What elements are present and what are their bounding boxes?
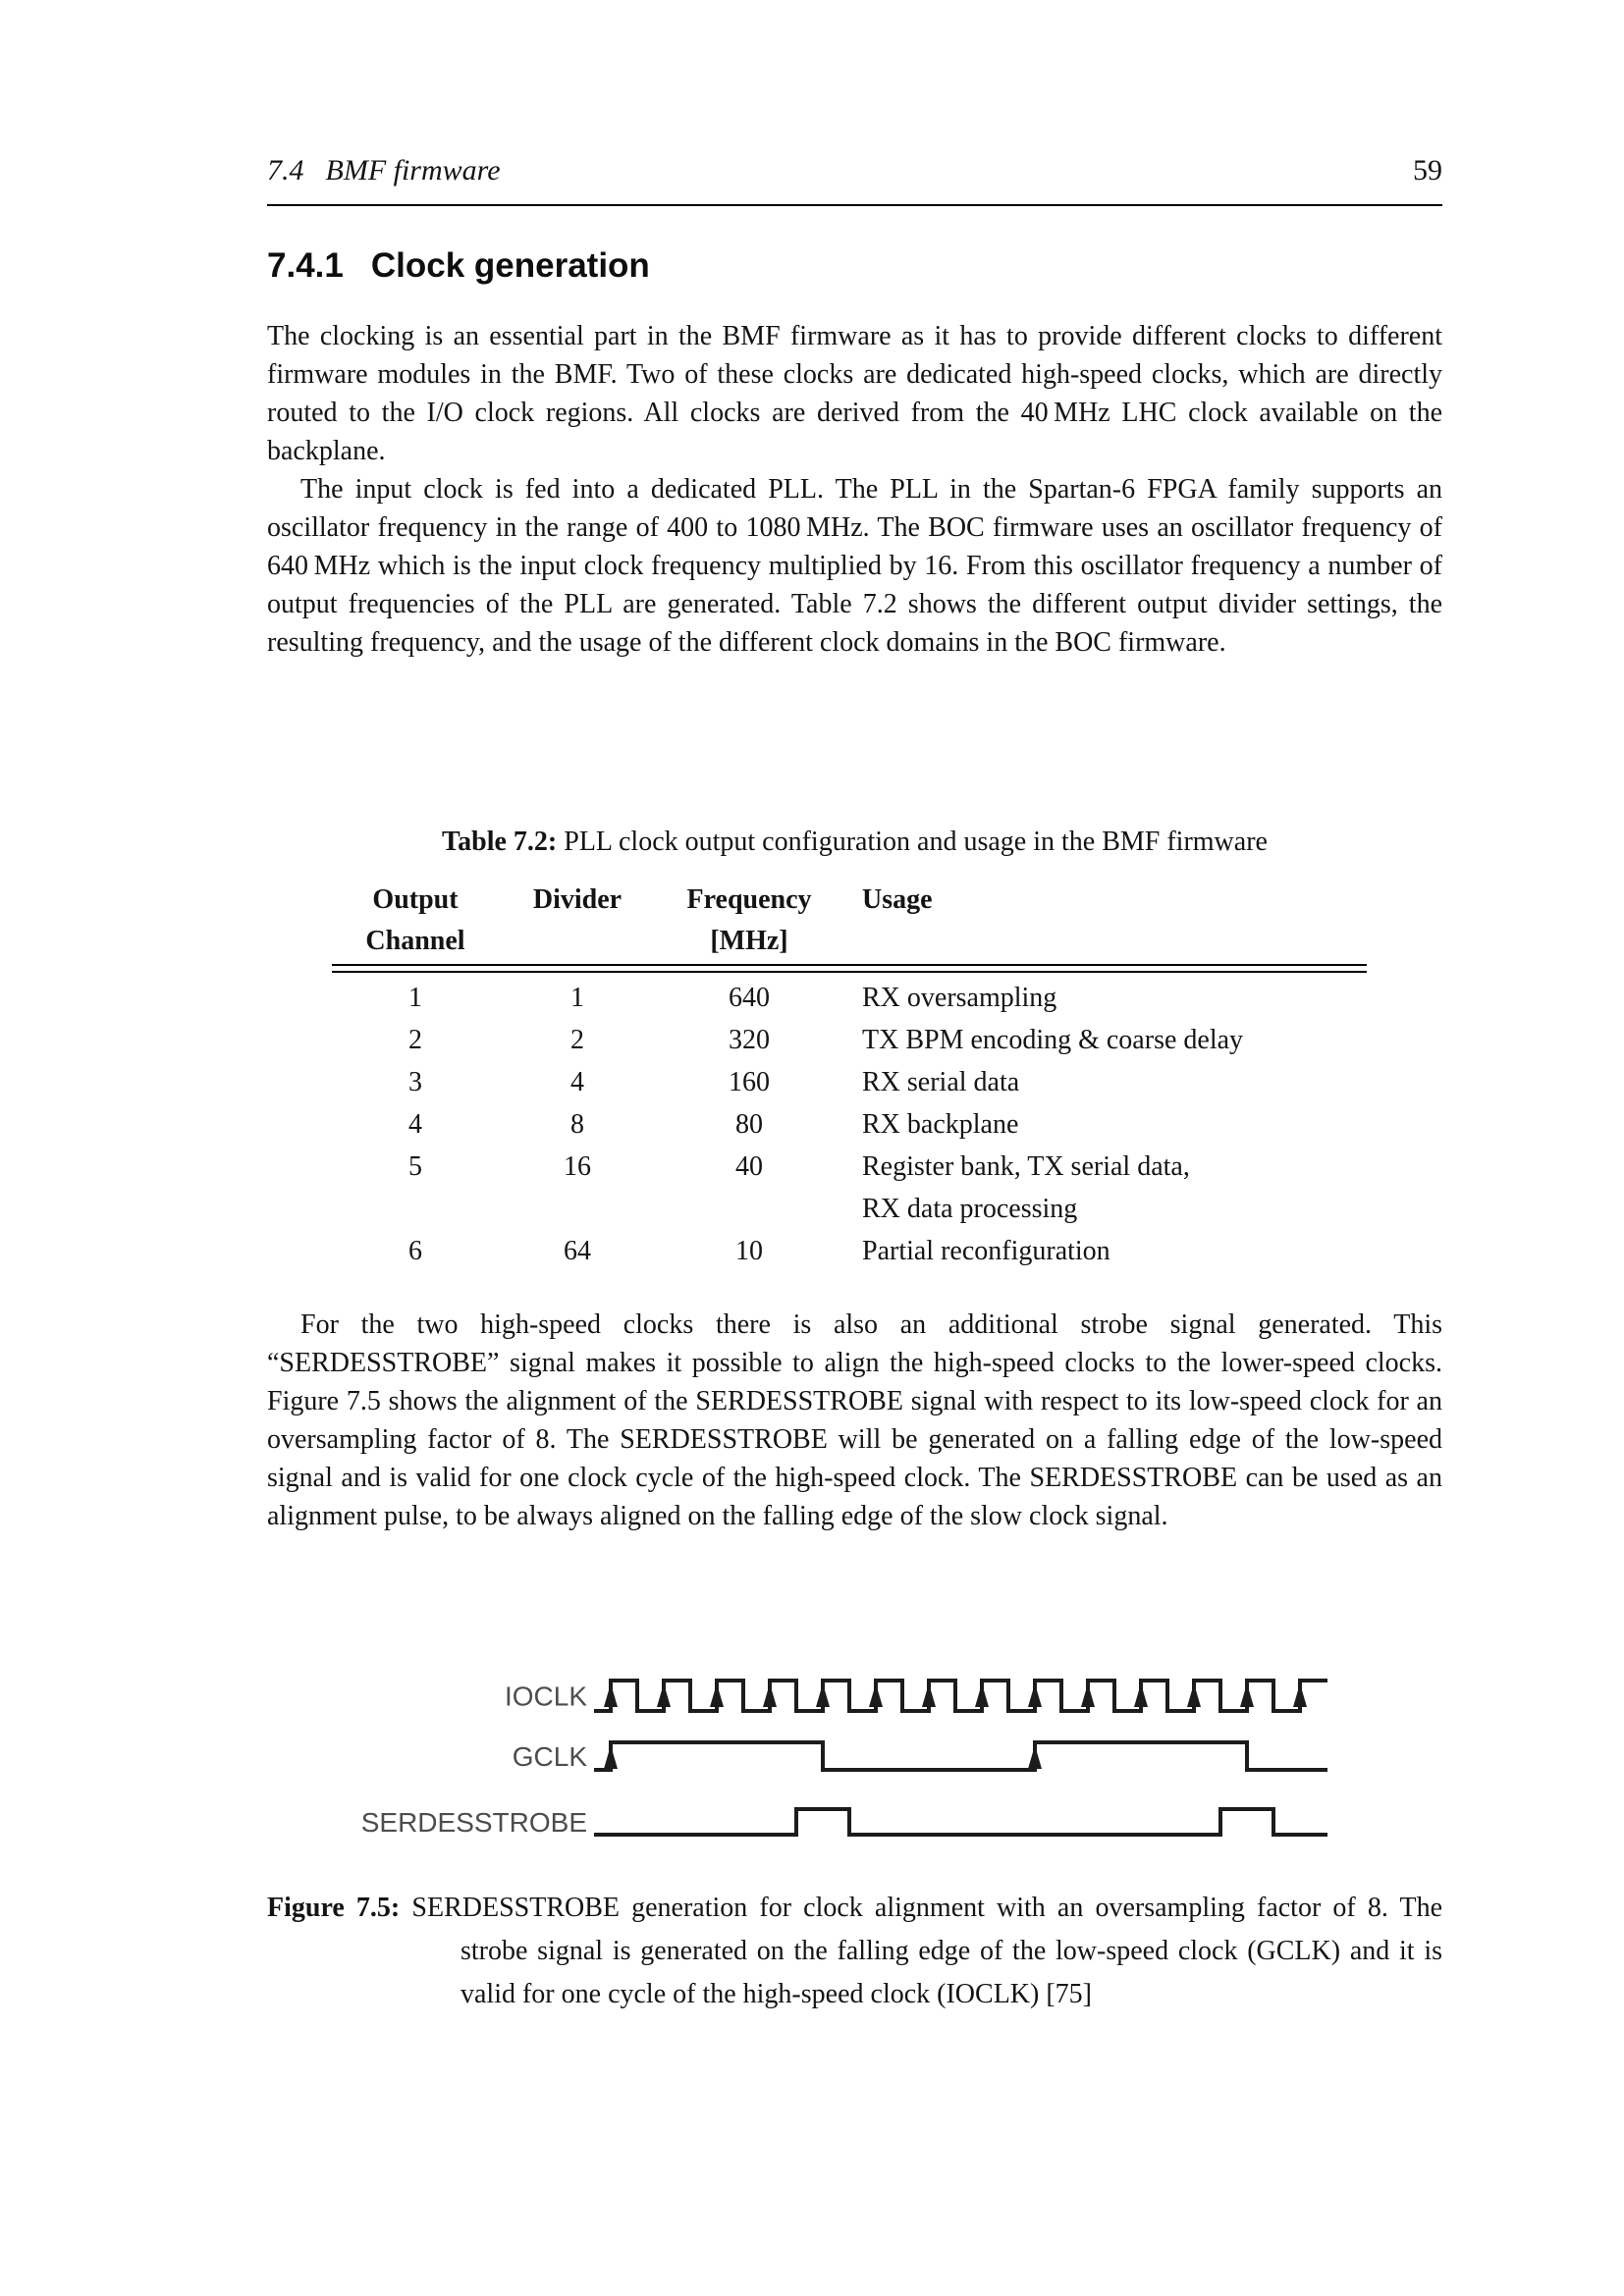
figure-caption-text: SERDESSTROBE generation for clock alignment with an oversampling factor of 8. The strobe signal is generated on the falling edge of the low-speed clock (GCLK) and it is valid for one cycle of the high-speed clock (IOCLK) [75]: [411, 1893, 1443, 2009]
figure-caption: [267, 1887, 1442, 2016]
paragraph: The input clock is fed into a dedicated PLL. The PLL in the Spartan-6 FPGA family supports an oscillator frequency in the range of 400 to 1080 MHz. The BOC firmware uses an oscillator frequency of 640 MHz which is the input clock frequency multiplied by 16. From this oscillator frequency a number of output frequencies of the PLL are generated. Table 7.2 shows the different output divider settings, the resulting frequency, and the usage of the different clock domains in the BOC firmware.: [267, 474, 1442, 658]
svg-text:IOCLK: IOCLK: [504, 1681, 587, 1712]
header-section-number: 7.4: [267, 154, 304, 187]
col-header-output-channel: Output Channel: [365, 884, 465, 956]
col-header-usage: Usage: [862, 884, 933, 915]
table-row: 4 8 80 RX backplane: [408, 1109, 1019, 1140]
table-row: 2 2 320 TX BPM encoding & coarse delay: [408, 1025, 1244, 1055]
header-section-title: BMF firmware: [325, 154, 501, 187]
col-header-frequency: Frequency [MHz]: [686, 884, 812, 956]
page-number: 59: [1413, 154, 1442, 187]
table-row: 5 16 40 Register bank, TX serial data, RX data processing: [408, 1151, 1190, 1224]
paragraph: The clocking is an essential part in the BMF firmware as it has to provide different clocks to different firmware modules in the BMF. Two of these clocks are dedicated high-speed clocks, which are directly routed to the I/O clock regions. All clocks are derived from the 40 MHz LHC clock available on the backplane.: [267, 321, 1442, 466]
section-number: 7.4.1: [267, 246, 344, 285]
table-row: 1 1 640 RX oversampling: [408, 983, 1057, 1013]
table-caption-label: Table 7.2:: [442, 827, 558, 857]
paragraph: For the two high-speed clocks there is also an additional strobe signal generated. This “SERDESSTROBE” signal makes it possible to align the high-speed clocks to the lower-speed clocks. Figure 7.5 shows the alignment of the SERDESSTROBE signal with respect to its low-speed clock for an oversampling factor of 8. The SERDESSTROBE will be generated on a falling edge of the low-speed signal and is valid for one clock cycle of the high-speed clock. The SERDESSTROBE can be used as an alignment pulse, to be always aligned on the falling edge of the slow clock signal.: [267, 1309, 1442, 1531]
table-row: 3 4 160 RX serial data: [408, 1067, 1020, 1097]
table-row: 6 64 10 Partial reconfiguration: [408, 1236, 1110, 1266]
svg-text:SERDESSTROBE: SERDESSTROBE: [360, 1807, 587, 1838]
table-caption-text: PLL clock output configuration and usage in the BMF firmware: [564, 827, 1268, 857]
section-title: Clock generation: [370, 246, 650, 285]
figure-caption-label: Figure 7.5:: [267, 1893, 401, 1923]
svg-text:GCLK: GCLK: [512, 1741, 587, 1772]
col-header-divider: Divider: [532, 884, 623, 915]
